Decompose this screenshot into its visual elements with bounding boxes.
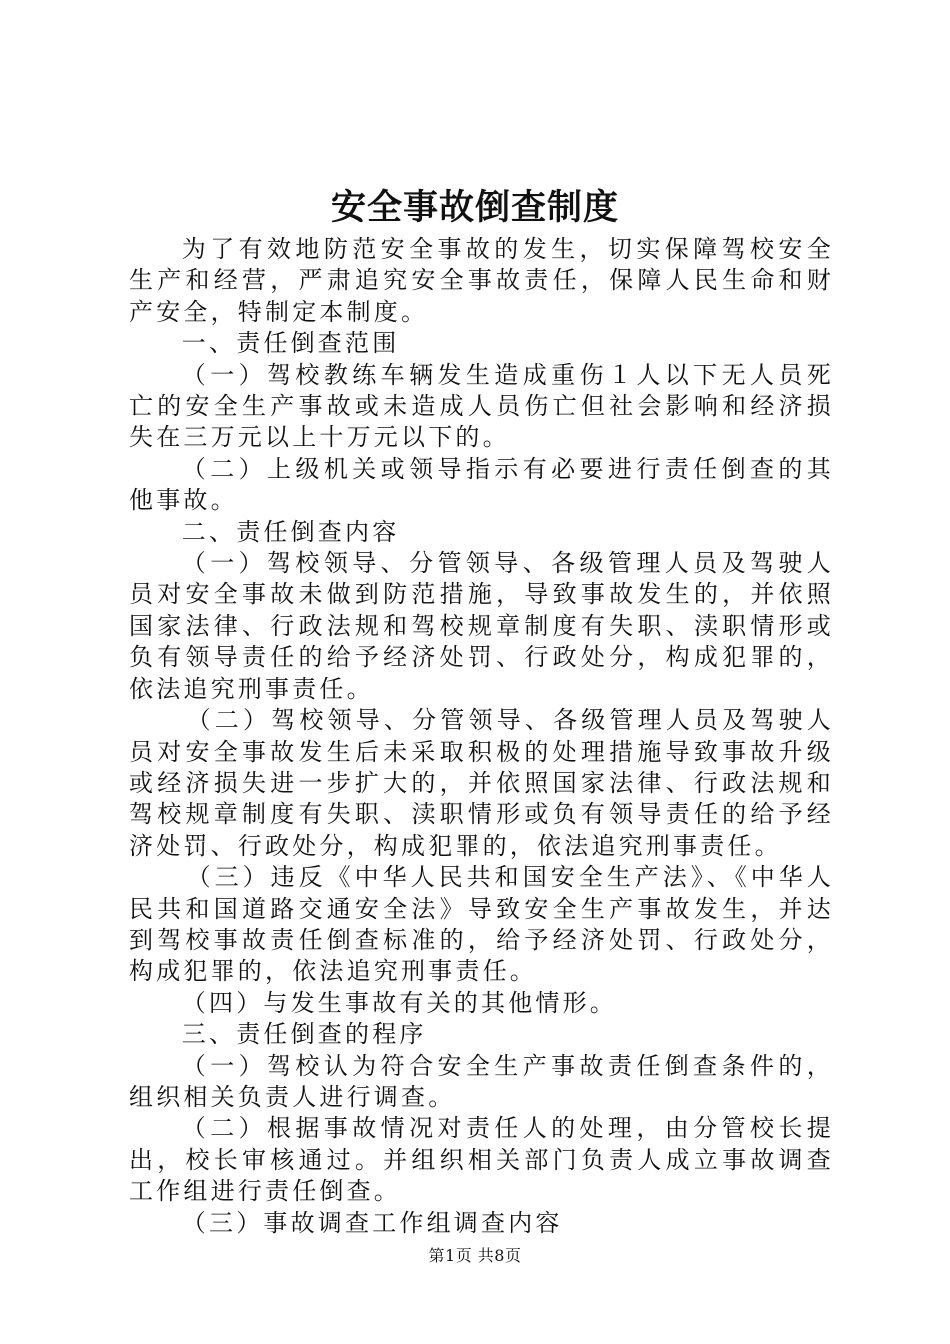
procedure-item-1: （一）驾校认为符合安全生产事故责任倒查条件的，组织相关负责人进行调查。 bbox=[129, 1051, 834, 1111]
content-item-4: （四）与发生事故有关的其他情形。 bbox=[181, 988, 617, 1017]
scope-item-1: （一）驾校教练车辆发生造成重伤１人以下无人员死亡的安全生产事故或未造成人员伤亡但社会影响和经济损失在三万元以上十万元以下的。 bbox=[129, 360, 834, 452]
content-item-1: （一）驾校领导、分管领导、各级管理人员及驾驶人员对安全事故未做到防范措施，导致事故发生的，并依照国家法律、行政法规和驾校规章制度有失职、渎职情形或负有领导责任的给予经济处罚、行政处分，构成犯罪的，依法追究刑事责任。 bbox=[129, 549, 834, 703]
section-heading-scope: 一、责任倒查范围 bbox=[181, 329, 400, 358]
content-item-2: （二）驾校领导、分管领导、各级管理人员及驾驶人员对安全事故发生后未采取积极的处理措施导致事故升级或经济损失进一步扩大的，并依照国家法律、行政法规和驾校规章制度有失职、渎职情形或负有领导责任的给予经济处罚、行政处分，构成犯罪的，依法追究刑事责任。 bbox=[129, 706, 834, 860]
section-heading-content: 二、责任倒查内容 bbox=[181, 517, 400, 546]
intro-paragraph: 为了有效地防范安全事故的发生，切实保障驾校安全生产和经营，严肃追究安全事故责任，保障人民生命和财产安全，特制定本制度。 bbox=[129, 235, 834, 326]
content-item-3: （三）违反《中华人民共和国安全生产法》、《中华人民共和国道路交通安全法》导致安全生产事故发生，并达到驾校事故责任倒查标准的，给予经济处罚、行政处分，构成犯罪的，依法追究刑事责任。 bbox=[129, 863, 834, 986]
document-body bbox=[129, 234, 834, 1239]
page-number-footer: 第1页 共8页 bbox=[428, 1246, 522, 1265]
procedure-item-2: （二）根据事故情况对责任人的处理，由分管校长提出，校长审核通过。并组织相关部门负责人成立事故调查工作组进行责任倒查。 bbox=[129, 1114, 834, 1206]
scope-item-2: （二）上级机关或领导指示有必要进行责任倒查的其他事故。 bbox=[129, 454, 834, 515]
document-title: 安全事故倒查制度 bbox=[330, 187, 619, 228]
procedure-item-3: （三）事故调查工作组调查内容 bbox=[181, 1208, 563, 1237]
section-heading-procedure: 三、责任倒查的程序 bbox=[181, 1020, 427, 1049]
